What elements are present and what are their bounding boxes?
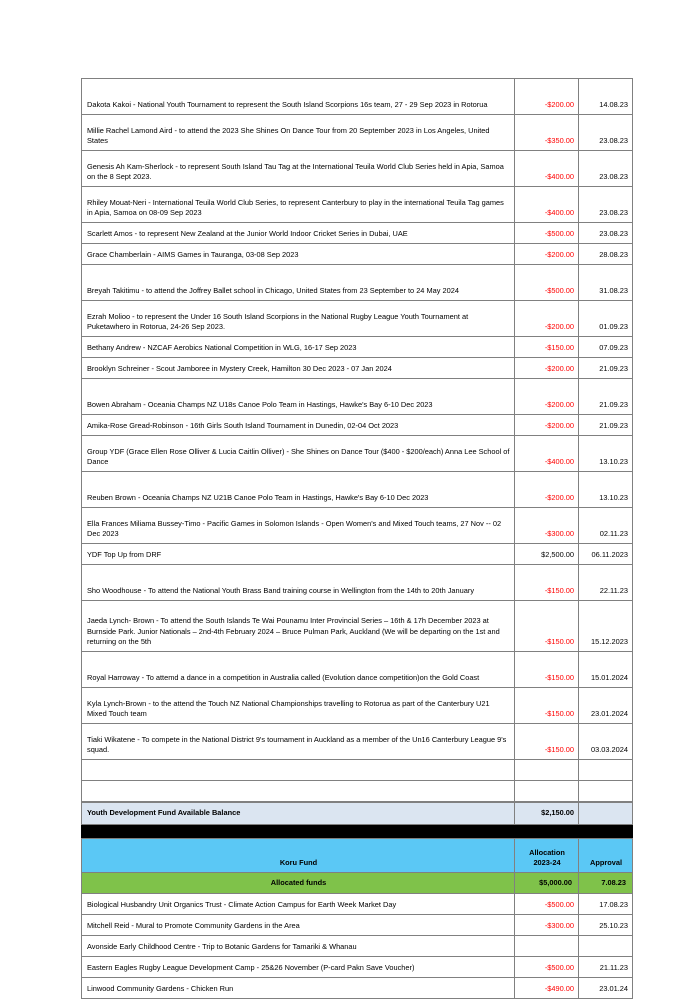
ydf-entry-14-approval: 02.11.23 bbox=[579, 508, 633, 544]
ydf-entry-17-row bbox=[82, 601, 633, 652]
ydf-entry-20-approval: 03.03.2024 bbox=[579, 724, 633, 760]
section-divider-bar bbox=[82, 825, 633, 838]
ydf-entry-21-description bbox=[82, 760, 515, 781]
koru-entry-0-description: Biological Husbandry Unit Organics Trust - Climate Action Campus for Earth Week Market Day bbox=[82, 894, 515, 915]
ydf-entry-21-row bbox=[82, 760, 633, 781]
ydf-entry-18-row bbox=[82, 652, 633, 688]
koru-rows-body bbox=[82, 894, 633, 999]
ydf-entry-1-approval: 23.08.23 bbox=[579, 115, 633, 151]
ydf-entry-9-row bbox=[82, 358, 633, 379]
ydf-entry-22-description bbox=[82, 781, 515, 802]
ydf-entry-9-approval: 21.09.23 bbox=[579, 358, 633, 379]
ydf-entry-12-approval: 13.10.23 bbox=[579, 436, 633, 472]
section-divider-cell-alloc bbox=[515, 825, 579, 838]
ydf-entry-3-allocation: -$400.00 bbox=[515, 187, 579, 223]
ydf-entry-16-description: Sho Woodhouse - To attend the National Youth Brass Band training course in Wellington from the 14th to 20th January bbox=[82, 565, 515, 601]
ydf-entry-15-allocation: $2,500.00 bbox=[515, 544, 579, 565]
ydf-entry-7-row bbox=[82, 301, 633, 337]
ydf-entry-5-approval: 28.08.23 bbox=[579, 244, 633, 265]
ydf-entry-8-approval: 07.09.23 bbox=[579, 337, 633, 358]
koru-allocated-funds-row bbox=[82, 873, 633, 894]
ydf-entry-6-row bbox=[82, 265, 633, 301]
section-divider-cell-desc bbox=[82, 825, 515, 838]
ydf-entry-4-description: Scarlett Amos - to represent New Zealand at the Junior World Indoor Cricket Series in Dubai, UAE bbox=[82, 223, 515, 244]
ydf-entry-3-description: Rhiley Mouat-Neri - International Teuila World Club Series, to represent Canterbury to play in the international Teuila Tag games in Apia, Samoa on 08-09 Sep 2023 bbox=[82, 187, 515, 223]
koru-allocation-header-line2: 2023-24 bbox=[533, 858, 561, 868]
ydf-entry-9-description: Brooklyn Schreiner - Scout Jamboree in Mystery Creek, Hamilton 30 Dec 2023 - 07 Jan 2024 bbox=[82, 358, 515, 379]
ydf-rows-body bbox=[82, 79, 633, 802]
koru-entry-0-approval: 17.08.23 bbox=[579, 894, 633, 915]
koru-entry-4-allocation: -$490.00 bbox=[515, 978, 579, 999]
ydf-entry-3-row bbox=[82, 187, 633, 223]
koru-entry-0-allocation: -$500.00 bbox=[515, 894, 579, 915]
ydf-balance-label: Youth Development Fund Available Balance bbox=[82, 803, 515, 825]
ydf-entry-17-allocation: -$150.00 bbox=[515, 601, 579, 652]
ydf-entry-17-description: Jaeda Lynch- Brown - To attend the South Islands Te Wai Pounamu Inter Provincial Series – 16th & 17h December 2023 at Burnside Park. Junior Nationals – 2nd-4th February 2024 – Bruce Pulman Park, Auckland (We will be departing on the 1st and returning on the 5th bbox=[82, 601, 515, 652]
ydf-entry-14-row bbox=[82, 508, 633, 544]
ydf-entry-14-allocation: -$300.00 bbox=[515, 508, 579, 544]
ydf-entry-19-description: Kyla Lynch-Brown - to the attend the Touch NZ National Championships travelling to Rotorua as part of the Canterbury U21 Mixed Touch team bbox=[82, 688, 515, 724]
ydf-entry-8-allocation: -$150.00 bbox=[515, 337, 579, 358]
ydf-entry-21-approval bbox=[579, 760, 633, 781]
ydf-entry-4-allocation: -$500.00 bbox=[515, 223, 579, 244]
ydf-entry-4-row bbox=[82, 223, 633, 244]
koru-entry-4-row bbox=[82, 978, 633, 999]
ydf-entry-18-description: Royal Harroway - To attemd a dance in a competition in Australia called (Evolution dance competition)on the Gold Coast bbox=[82, 652, 515, 688]
koru-entry-3-row bbox=[82, 957, 633, 978]
ydf-entry-8-description: Bethany Andrew - NZCAF Aerobics National Competition in WLG, 16-17 Sep 2023 bbox=[82, 337, 515, 358]
ydf-entry-22-allocation bbox=[515, 781, 579, 802]
ydf-entry-11-description: Amika-Rose Gread-Robinson - 16th Girls South Island Tournament in Dunedin, 02-04 Oct 2023 bbox=[82, 415, 515, 436]
ydf-entry-11-approval: 21.09.23 bbox=[579, 415, 633, 436]
ydf-entry-6-description: Breyah Takitimu - to attend the Joffrey Ballet school in Chicago, United States from 23 September to 24 May 2024 bbox=[82, 265, 515, 301]
ydf-entry-13-row bbox=[82, 472, 633, 508]
ydf-entry-17-approval: 15.12.2023 bbox=[579, 601, 633, 652]
ydf-entry-2-allocation: -$400.00 bbox=[515, 151, 579, 187]
ydf-entry-22-row bbox=[82, 781, 633, 802]
koru-entry-4-approval: 23.01.24 bbox=[579, 978, 633, 999]
koru-entry-1-description: Mitchell Reid - Mural to Promote Community Gardens in the Area bbox=[82, 915, 515, 936]
koru-entry-1-row bbox=[82, 915, 633, 936]
ydf-entry-14-description: Ella Frances Miliama Bussey-Timo - Pacific Games in Solomon Islands - Open Women's and Mixed Touch teams, 27 Nov -- 02 Dec 2023 bbox=[82, 508, 515, 544]
koru-entry-0-row bbox=[82, 894, 633, 915]
ydf-entry-8-row bbox=[82, 337, 633, 358]
ydf-entry-20-description: Tiaki Wikatene - To compete in the National District 9's tournament in Auckland as a member of the Un16 Canterbury League 9's squad. bbox=[82, 724, 515, 760]
koru-allocation-header bbox=[515, 839, 579, 873]
ydf-entry-12-description: Group YDF (Grace Ellen Rose Olliver & Lucia Caitlin Olliver) - She Shines on Dance Tour ($400 - $200/each) Anna Lee School of Dance bbox=[82, 436, 515, 472]
koru-entry-2-allocation bbox=[515, 936, 579, 957]
ydf-entry-5-row bbox=[82, 244, 633, 265]
koru-entry-3-description: Eastern Eagles Rugby League Development Camp - 25&26 November (P-card Pakn Save Voucher) bbox=[82, 957, 515, 978]
koru-entry-2-description: Avonside Early Childhood Centre - Trip to Botanic Gardens for Tamariki & Whanau bbox=[82, 936, 515, 957]
ydf-entry-7-approval: 01.09.23 bbox=[579, 301, 633, 337]
ydf-entry-20-allocation: -$150.00 bbox=[515, 724, 579, 760]
ydf-entry-11-row bbox=[82, 415, 633, 436]
spreadsheet-sheet bbox=[81, 78, 632, 999]
koru-approval-header: Approval bbox=[579, 839, 633, 873]
ydf-entry-12-row bbox=[82, 436, 633, 472]
youth-development-fund-table bbox=[81, 78, 633, 802]
ydf-entry-1-description: Millie Rachel Lamond Aird - to attend the 2023 She Shines On Dance Tour from 20 September 2023 in Los Angeles, United States bbox=[82, 115, 515, 151]
koru-allocation-header-line1: Allocation bbox=[529, 847, 565, 857]
ydf-entry-7-allocation: -$200.00 bbox=[515, 301, 579, 337]
ydf-entry-2-description: Genesis Ah Kam-Sherlock - to represent South Island Tau Tag at the International Teuila World Club Series held in Apia, Samoa on the 8 Sept 2023. bbox=[82, 151, 515, 187]
ydf-entry-11-allocation: -$200.00 bbox=[515, 415, 579, 436]
ydf-entry-1-row bbox=[82, 115, 633, 151]
ydf-entry-5-allocation: -$200.00 bbox=[515, 244, 579, 265]
ydf-entry-5-description: Grace Chamberlain - AIMS Games in Tauranga, 03-08 Sep 2023 bbox=[82, 244, 515, 265]
ydf-entry-18-allocation: -$150.00 bbox=[515, 652, 579, 688]
ydf-entry-0-row bbox=[82, 79, 633, 115]
ydf-entry-16-approval: 22.11.23 bbox=[579, 565, 633, 601]
ydf-entry-19-row bbox=[82, 688, 633, 724]
koru-entry-3-approval: 21.11.23 bbox=[579, 957, 633, 978]
ydf-entry-0-description: Dakota Kakoi - National Youth Tournament to represent the South Island Scorpions 16s team, 27 - 29 Sep 2023 in Rotorua bbox=[82, 79, 515, 115]
ydf-entry-7-description: Ezrah Molioo - to represent the Under 16 South Island Scorpions in the National Rugby League Youth Tournament at Puketawhero in Rotorua, 24-26 Sep 2023. bbox=[82, 301, 515, 337]
koru-entry-1-approval: 25.10.23 bbox=[579, 915, 633, 936]
ydf-entry-20-row bbox=[82, 724, 633, 760]
koru-entry-3-allocation: -$500.00 bbox=[515, 957, 579, 978]
koru-fund-table bbox=[81, 838, 633, 999]
koru-fund-title: Koru Fund bbox=[82, 839, 515, 873]
ydf-balance-table bbox=[81, 802, 633, 838]
section-divider-cell-appr bbox=[579, 825, 633, 838]
ydf-entry-13-approval: 13.10.23 bbox=[579, 472, 633, 508]
ydf-balance-approval bbox=[579, 803, 633, 825]
ydf-entry-9-allocation: -$200.00 bbox=[515, 358, 579, 379]
ydf-entry-10-description: Bowen Abraham - Oceania Champs NZ U18s Canoe Polo Team in Hastings, Hawke's Bay 6-10 Dec 2023 bbox=[82, 379, 515, 415]
ydf-entry-19-allocation: -$150.00 bbox=[515, 688, 579, 724]
ydf-entry-12-allocation: -$400.00 bbox=[515, 436, 579, 472]
koru-allocated-label: Allocated funds bbox=[82, 873, 515, 894]
ydf-entry-1-allocation: -$350.00 bbox=[515, 115, 579, 151]
koru-entry-2-approval bbox=[579, 936, 633, 957]
ydf-entry-15-row bbox=[82, 544, 633, 565]
ydf-entry-2-row bbox=[82, 151, 633, 187]
ydf-entry-0-allocation: -$200.00 bbox=[515, 79, 579, 115]
ydf-entry-6-approval: 31.08.23 bbox=[579, 265, 633, 301]
ydf-entry-10-allocation: -$200.00 bbox=[515, 379, 579, 415]
ydf-entry-13-allocation: -$200.00 bbox=[515, 472, 579, 508]
koru-fund-header-row bbox=[82, 839, 633, 873]
koru-entry-2-row bbox=[82, 936, 633, 957]
koru-entry-1-allocation: -$300.00 bbox=[515, 915, 579, 936]
ydf-entry-16-row bbox=[82, 565, 633, 601]
ydf-entry-15-approval: 06.11.2023 bbox=[579, 544, 633, 565]
ydf-entry-13-description: Reuben Brown - Oceania Champs NZ U21B Canoe Polo Team in Hastings, Hawke's Bay 6-10 Dec 2023 bbox=[82, 472, 515, 508]
ydf-entry-3-approval: 23.08.23 bbox=[579, 187, 633, 223]
ydf-entry-19-approval: 23.01.2024 bbox=[579, 688, 633, 724]
ydf-balance-amount: $2,150.00 bbox=[515, 803, 579, 825]
ydf-entry-21-allocation bbox=[515, 760, 579, 781]
ydf-entry-18-approval: 15.01.2024 bbox=[579, 652, 633, 688]
ydf-entry-6-allocation: -$500.00 bbox=[515, 265, 579, 301]
koru-allocated-amount: $5,000.00 bbox=[515, 873, 579, 894]
ydf-entry-2-approval: 23.08.23 bbox=[579, 151, 633, 187]
ydf-entry-4-approval: 23.08.23 bbox=[579, 223, 633, 244]
koru-allocated-approval: 7.08.23 bbox=[579, 873, 633, 894]
ydf-entry-15-description: YDF Top Up from DRF bbox=[82, 544, 515, 565]
koru-entry-4-description: Linwood Community Gardens - Chicken Run bbox=[82, 978, 515, 999]
ydf-entry-10-row bbox=[82, 379, 633, 415]
ydf-entry-10-approval: 21.09.23 bbox=[579, 379, 633, 415]
ydf-entry-16-allocation: -$150.00 bbox=[515, 565, 579, 601]
ydf-entry-22-approval bbox=[579, 781, 633, 802]
ydf-balance-row bbox=[82, 803, 633, 825]
ydf-entry-0-approval: 14.08.23 bbox=[579, 79, 633, 115]
